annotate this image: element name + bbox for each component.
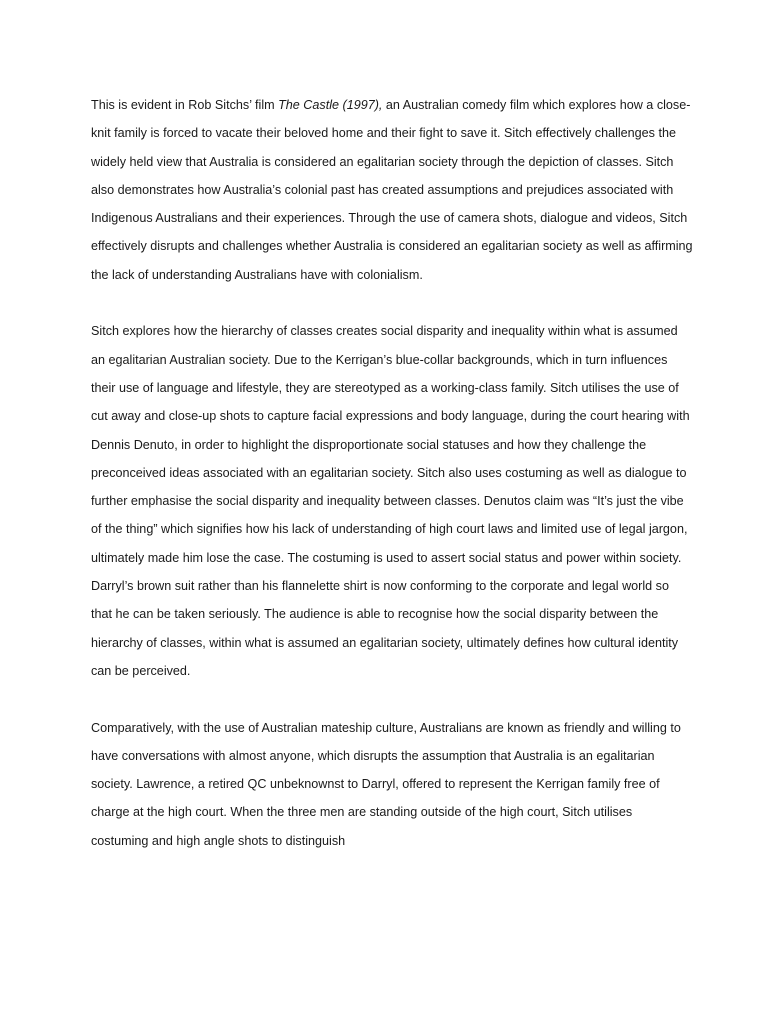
paragraph-mateship: Comparatively, with the use of Australian mateship culture, Australians are known as friendly and willing to have conversations with almost anyone, which disrupts the assumption that Australia is an egalitarian society. Lawrence, a retired QC unbeknownst to Darryl, offered to represent the Kerrigan family free of charge at the high court. When the three men are standing outside of the high court, Sitch utilises costuming and high angle shots to distinguish xyxy=(91,720,681,848)
film-title: The Castle (1997), xyxy=(278,98,383,112)
paragraph-class-hierarchy: Sitch explores how the hierarchy of classes creates social disparity and inequality within what is assumed an egalitarian Australian society. Due to the Kerrigan’s blue-collar backgrounds, which in turn influences their use of language and lifestyle, they are stereotyped as a working-class family. Sitch utilises the use of cut away and close-up shots to capture facial expressions and body language, during the court hearing with Dennis Denuto, in order to highlight the disproportionate social statuses and how they challenge the preconceived ideas associated with an egalitarian society. Sitch also uses costuming as well as dialogue to further emphasise the social disparity and inequality between classes. Denutos claim was “It’s just the vibe of the thing” which signifies how his lack of understanding of high court laws and limited use of legal jargon, ultimately made him lose the case. The costuming is used to assert social status and power within society. Darryl’s brown suit rather than his flannelette shirt is now conforming to the corporate and legal world so that he can be taken seriously. The audience is able to recognise how the social disparity between the hierarchy of classes, within what is assumed an egalitarian society, ultimately defines how cultural identity can be perceived. xyxy=(91,324,690,678)
document-body xyxy=(91,91,693,855)
paragraph-intro-lead: This is evident in Rob Sitchs’ film xyxy=(91,98,279,112)
paragraph-intro-rest: an Australian comedy film which explores how a close-knit family is forced to vacate their beloved home and their fight to save it. Sitch effectively challenges the widely held view that Australia is considered an egalitarian society through the depiction of classes. Sitch also demonstrates how Australia’s colonial past has created assumptions and prejudices associated with Indigenous Australians and their experiences. Through the use of camera shots, dialogue and videos, Sitch effectively disrupts and challenges whether Australia is considered an egalitarian society as well as affirming the lack of understanding Australians have with colonialism. xyxy=(91,98,693,282)
paragraph-intro xyxy=(91,91,693,289)
